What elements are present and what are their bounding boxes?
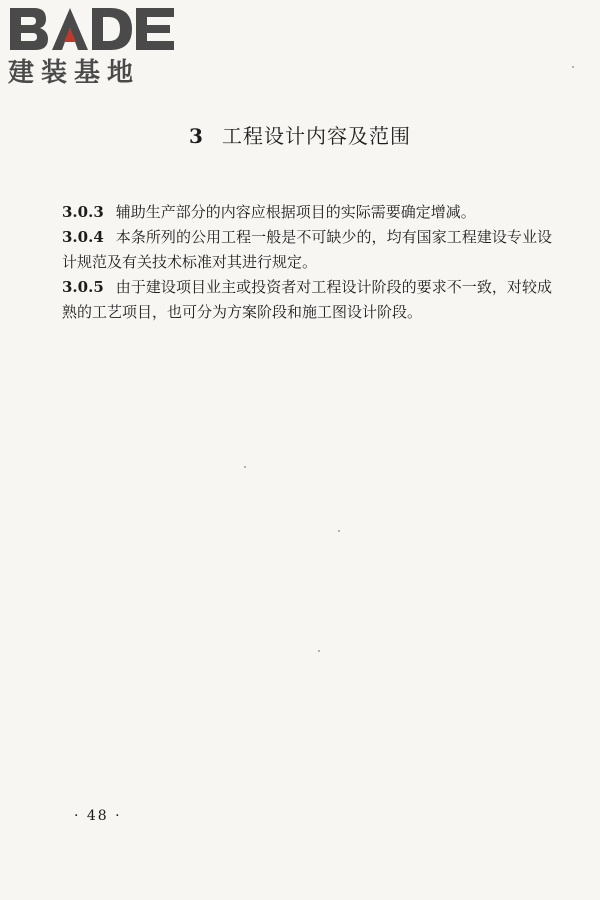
scan-speck [318,650,320,652]
clause-number: 3.0.3 [62,203,104,221]
clause-number: 3.0.4 [62,228,104,246]
clause-text: 由于建设项目业主或投资者对工程设计阶段的要求不一致，对较成熟的工艺项目，也可分为方案阶段和施工图设计阶段。 [62,278,552,321]
clause-3-0-5 [62,275,552,325]
clause-text: 辅助生产部分的内容应根据项目的实际需要确定增减。 [115,203,476,221]
scan-speck [244,466,246,468]
clause-3-0-4 [62,225,552,275]
clause-3-0-3 [62,200,552,225]
page-number: · 48 · [74,808,122,824]
chapter-number: 3 [189,124,204,148]
logo-subtitle: 建装基地 [8,58,141,88]
clause-number: 3.0.5 [62,278,104,296]
clause-text: 本条所列的公用工程一般是不可缺少的，均有国家工程建设专业设计规范及有关技术标准对其进行规定。 [62,228,552,271]
scan-speck [338,530,340,532]
scan-speck [572,66,574,68]
chapter-title [0,120,600,149]
chapter-title-text: 工程设计内容及范围 [221,124,411,148]
bade-logo-wordmark [8,4,178,54]
clause-list [62,200,552,325]
bade-logo [8,4,178,88]
